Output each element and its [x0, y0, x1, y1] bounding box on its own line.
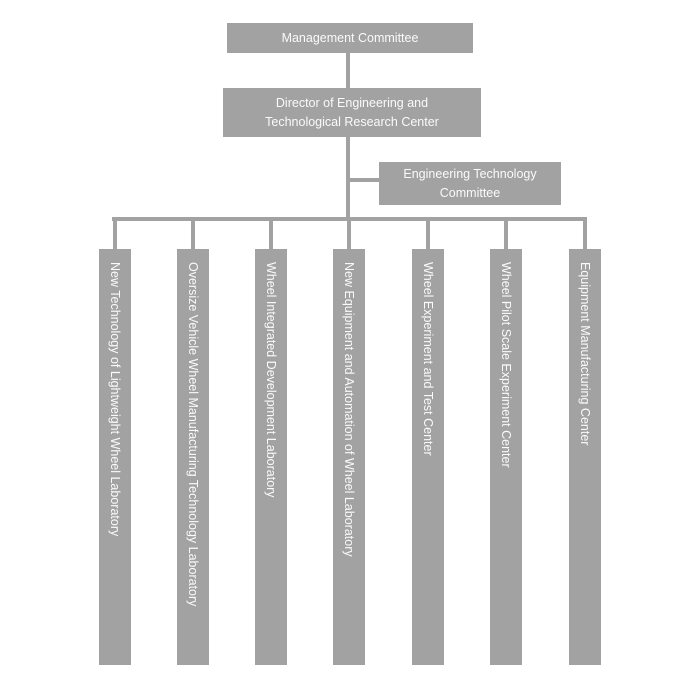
node-management-committee: [227, 23, 473, 53]
connector-branch-to-committee: [350, 178, 379, 182]
node-lightweight-wheel-laboratory: New Technology of Lightweight Wheel Laboratory: [99, 249, 131, 665]
node-label: Management Committee: [281, 30, 419, 45]
node-oversize-vehicle-wheel-laboratory: Oversize Vehicle Wheel Manufacturing Technology Laboratory: [177, 249, 209, 665]
node-new-equipment-automation-laboratory: New Equipment and Automation of Wheel Laboratory: [333, 249, 365, 665]
node-label: Director of Engineering and Technological Research Center: [265, 95, 439, 129]
node-equipment-manufacturing-center: Equipment Manufacturing Center: [569, 249, 601, 665]
connector-stub-5: [426, 221, 430, 249]
node-label: Engineering Technology Committee: [403, 166, 537, 200]
connector-stub-1: [113, 221, 117, 249]
node-director-engineering-research-center: [223, 88, 481, 137]
connector-root-to-director: [346, 53, 350, 88]
connector-stub-3: [269, 221, 273, 249]
connector-stub-2: [191, 221, 195, 249]
node-wheel-experiment-test-center: Wheel Experiment and Test Center: [412, 249, 444, 665]
node-engineering-technology-committee: [379, 162, 561, 205]
connector-stub-4: [347, 221, 351, 249]
node-wheel-integrated-development-laboratory: Wheel Integrated Development Laboratory: [255, 249, 287, 665]
connector-stub-6: [504, 221, 508, 249]
connector-stub-7: [583, 221, 587, 249]
node-wheel-pilot-scale-experiment-center: Wheel Pilot Scale Experiment Center: [490, 249, 522, 665]
